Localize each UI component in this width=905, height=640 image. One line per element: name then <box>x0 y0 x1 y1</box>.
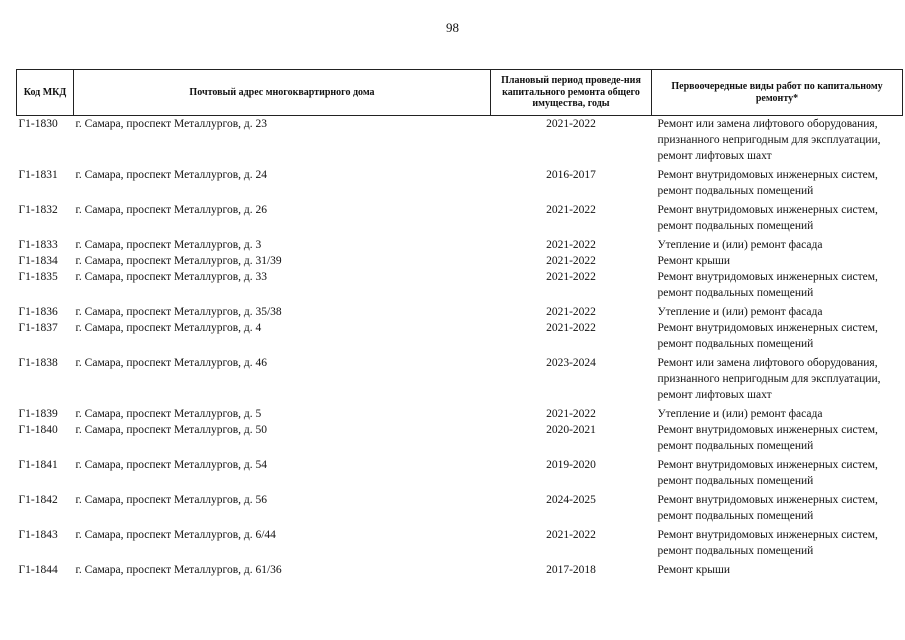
cell-address: г. Самара, проспект Металлургов, д. 3 <box>75 239 262 251</box>
work-line: ремонт подвальных помещений <box>657 440 814 452</box>
work-line: ремонт подвальных помещений <box>657 338 814 350</box>
repair-plan-table <box>16 69 903 578</box>
cell-period: 2024-2025 <box>546 494 596 506</box>
cell-works <box>652 355 903 406</box>
table-row <box>17 320 903 355</box>
cell-period: 2019-2020 <box>546 459 596 471</box>
table-row <box>17 116 903 168</box>
table-row <box>17 527 903 562</box>
cell-works <box>652 202 903 237</box>
cell-code: Г1-1836 <box>18 306 58 318</box>
table-row <box>17 253 903 269</box>
cell-period: 2020-2021 <box>546 424 596 436</box>
work-line: Ремонт внутридомовых инженерных систем, <box>657 459 878 471</box>
work-line: ремонт лифтовых шахт <box>657 150 772 162</box>
cell-address: г. Самара, проспект Металлургов, д. 54 <box>75 459 267 471</box>
work-line: ремонт лифтовых шахт <box>657 389 772 401</box>
work-line: Ремонт внутридомовых инженерных систем, <box>657 204 878 216</box>
cell-address: г. Самара, проспект Металлургов, д. 31/39 <box>75 255 282 267</box>
cell-address: г. Самара, проспект Металлургов, д. 50 <box>75 424 267 436</box>
cell-code: Г1-1833 <box>18 239 58 251</box>
cell-address: г. Самара, проспект Металлургов, д. 33 <box>75 271 267 283</box>
cell-period: 2021-2022 <box>546 322 596 334</box>
cell-works <box>652 253 903 269</box>
cell-period: 2021-2022 <box>546 239 596 251</box>
work-line: Утепление и (или) ремонт фасада <box>657 239 823 251</box>
work-line: ремонт подвальных помещений <box>657 287 814 299</box>
cell-works <box>652 167 903 202</box>
cell-works <box>652 457 903 492</box>
cell-period: 2016-2017 <box>546 169 596 181</box>
cell-code: Г1-1834 <box>18 255 58 267</box>
cell-code: Г1-1831 <box>18 169 58 181</box>
cell-code: Г1-1835 <box>18 271 58 283</box>
header-code: Код МКД <box>17 70 74 116</box>
table-row <box>17 406 903 422</box>
work-line: Ремонт внутридомовых инженерных систем, <box>657 322 878 334</box>
cell-period: 2017-2018 <box>546 564 596 576</box>
cell-period: 2021-2022 <box>546 204 596 216</box>
table-row <box>17 355 903 406</box>
cell-address: г. Самара, проспект Металлургов, д. 35/38 <box>75 306 282 318</box>
table-row <box>17 304 903 320</box>
cell-address: г. Самара, проспект Металлургов, д. 23 <box>75 118 267 130</box>
cell-period: 2021-2022 <box>546 306 596 318</box>
cell-works <box>652 269 903 304</box>
work-line: Ремонт внутридомовых инженерных систем, <box>657 529 878 541</box>
table-header <box>17 70 903 116</box>
cell-works <box>652 422 903 457</box>
cell-period: 2021-2022 <box>546 271 596 283</box>
work-line: Ремонт крыши <box>657 255 731 267</box>
cell-code: Г1-1830 <box>18 118 58 130</box>
table-row <box>17 167 903 202</box>
work-line: ремонт подвальных помещений <box>657 545 814 557</box>
table-row <box>17 202 903 237</box>
cell-code: Г1-1839 <box>18 408 58 420</box>
work-line: ремонт подвальных помещений <box>657 185 814 197</box>
cell-address: г. Самара, проспект Металлургов, д. 26 <box>75 204 267 216</box>
cell-period: 2021-2022 <box>546 255 596 267</box>
work-line: Ремонт или замена лифтового оборудования, <box>657 118 878 130</box>
cell-code: Г1-1841 <box>18 459 58 471</box>
header-works: Первоочередные виды работ по капитальному ремонту* <box>652 70 903 116</box>
table-row <box>17 269 903 304</box>
cell-works <box>652 237 903 253</box>
cell-period: 2021-2022 <box>546 118 596 130</box>
header-address: Почтовый адрес многоквартирного дома <box>74 70 491 116</box>
table-row <box>17 237 903 253</box>
cell-address: г. Самара, проспект Металлургов, д. 56 <box>75 494 267 506</box>
cell-period: 2021-2022 <box>546 408 596 420</box>
cell-works <box>652 304 903 320</box>
cell-code: Г1-1832 <box>18 204 58 216</box>
cell-code: Г1-1843 <box>18 529 58 541</box>
work-line: Ремонт внутридомовых инженерных систем, <box>657 169 878 181</box>
work-line: ремонт подвальных помещений <box>657 510 814 522</box>
work-line: признанного непригодным для эксплуатации, <box>657 134 881 146</box>
work-line: признанного непригодным для эксплуатации, <box>657 373 881 385</box>
work-line: Ремонт внутридомовых инженерных систем, <box>657 271 878 283</box>
cell-works <box>652 320 903 355</box>
table-body <box>17 116 903 579</box>
cell-address: г. Самара, проспект Металлургов, д. 4 <box>75 322 262 334</box>
cell-works <box>652 406 903 422</box>
cell-works <box>652 116 903 168</box>
table-row <box>17 457 903 492</box>
cell-code: Г1-1842 <box>18 494 58 506</box>
cell-works <box>652 527 903 562</box>
work-line: ремонт подвальных помещений <box>657 220 814 232</box>
table-row <box>17 562 903 578</box>
cell-works <box>652 492 903 527</box>
cell-code: Г1-1838 <box>18 357 58 369</box>
work-line: Ремонт крыши <box>657 564 731 576</box>
header-period: Плановый период проведе-ния капитального ремонта общего имущества, годы <box>491 70 652 116</box>
work-line: ремонт подвальных помещений <box>657 475 814 487</box>
cell-address: г. Самара, проспект Металлургов, д. 5 <box>75 408 262 420</box>
table-row <box>17 492 903 527</box>
cell-address: г. Самара, проспект Металлургов, д. 61/36 <box>75 564 282 576</box>
cell-address: г. Самара, проспект Металлургов, д. 6/44 <box>75 529 276 541</box>
cell-address: г. Самара, проспект Металлургов, д. 24 <box>75 169 267 181</box>
cell-works <box>652 562 903 578</box>
cell-code: Г1-1837 <box>18 322 58 334</box>
cell-code: Г1-1844 <box>18 564 58 576</box>
work-line: Ремонт внутридомовых инженерных систем, <box>657 494 878 506</box>
cell-code: Г1-1840 <box>18 424 58 436</box>
cell-address: г. Самара, проспект Металлургов, д. 46 <box>75 357 267 369</box>
table-row <box>17 422 903 457</box>
cell-period: 2021-2022 <box>546 529 596 541</box>
work-line: Ремонт или замена лифтового оборудования, <box>657 357 878 369</box>
work-line: Утепление и (или) ремонт фасада <box>657 408 823 420</box>
work-line: Ремонт внутридомовых инженерных систем, <box>657 424 878 436</box>
page-number: 98 <box>446 20 459 35</box>
cell-period: 2023-2024 <box>546 357 596 369</box>
work-line: Утепление и (или) ремонт фасада <box>657 306 823 318</box>
